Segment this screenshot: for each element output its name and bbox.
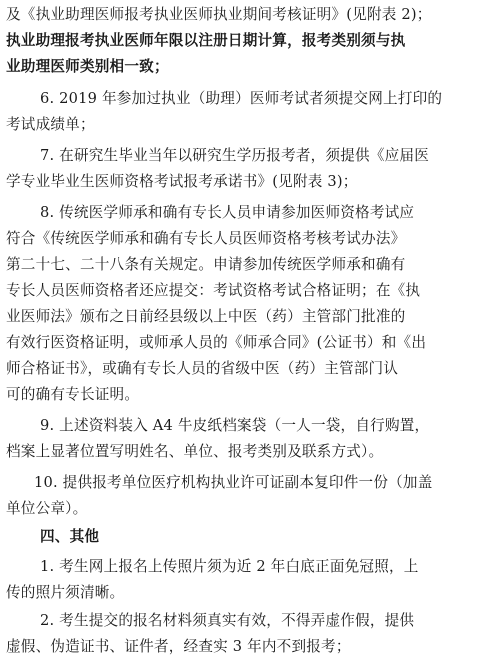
text-line: 2. 考生提交的报名材料须真实有效，不得弄虚作假，提供 [40,612,415,629]
text-line-bold: 执业助理报考执业医师年限以注册日期计算，报考类别须与执 [6,32,406,49]
text-line: 7. 在研究生毕业当年以研究生学历报考者，须提供《应届医 [40,147,430,164]
text-line: 学专业毕业生医师资格考试报考承诺书》(见附表 3)； [6,173,358,190]
text-line: 虚假、伪造证书、证件者，经查实 3 年内不到报考； [6,638,351,655]
text-line: 师合格证书》，或确有专长人员的省级中医（药）主管部门认 [6,360,399,377]
text-line: 10. 提供报考单位医疗机构执业许可证副本复印件一份（加盖 [34,474,433,491]
text-line: 专长人员医师资格者还应提交：考试资格考试合格证明；在《执 [6,282,421,299]
text-line: 1. 考生网上报名上传照片须为近 2 年白底正面免冠照，上 [40,558,419,575]
text-line: 6. 2019 年参加过执业（助理）医师考试者须提交网上打印的 [40,90,443,107]
text-line: 传的照片须清晰。 [6,584,125,601]
text-line: 单位公章）。 [6,500,88,517]
text-line: 符合《传统医学师承和确有专长人员医师资格考核考试办法》 [6,230,406,247]
section-heading: 四、其他 [40,528,100,545]
text-line: 有效行医资格证明，或师承人员的《师承合同》(公证书）和《出 [6,334,427,351]
text-line: 考试成绩单； [6,116,95,133]
text-line: 8. 传统医学师承和确有专长人员申请参加医师资格考试应 [40,204,415,221]
text-line: 业医师法》颁布之日前经县级以上中医（药）主管部门批准的 [6,308,406,325]
text-line: 第二十七、二十八条有关规定。申请参加传统医学师承和确有 [6,256,406,273]
text-line: 9. 上述资料装入 A4 牛皮纸档案袋（一人一袋，自行购置， [40,417,430,434]
text-line-bold: 业助理医师类别相一致； [6,58,169,75]
text-line: 档案上显著位置写明姓名、单位、报考类别及联系方式）。 [6,443,384,460]
text-line: 及《执业助理医师报考执业医师执业期间考核证明》(见附表 2)； [6,6,432,23]
text-line: 可的确有专长证明。 [6,386,140,403]
